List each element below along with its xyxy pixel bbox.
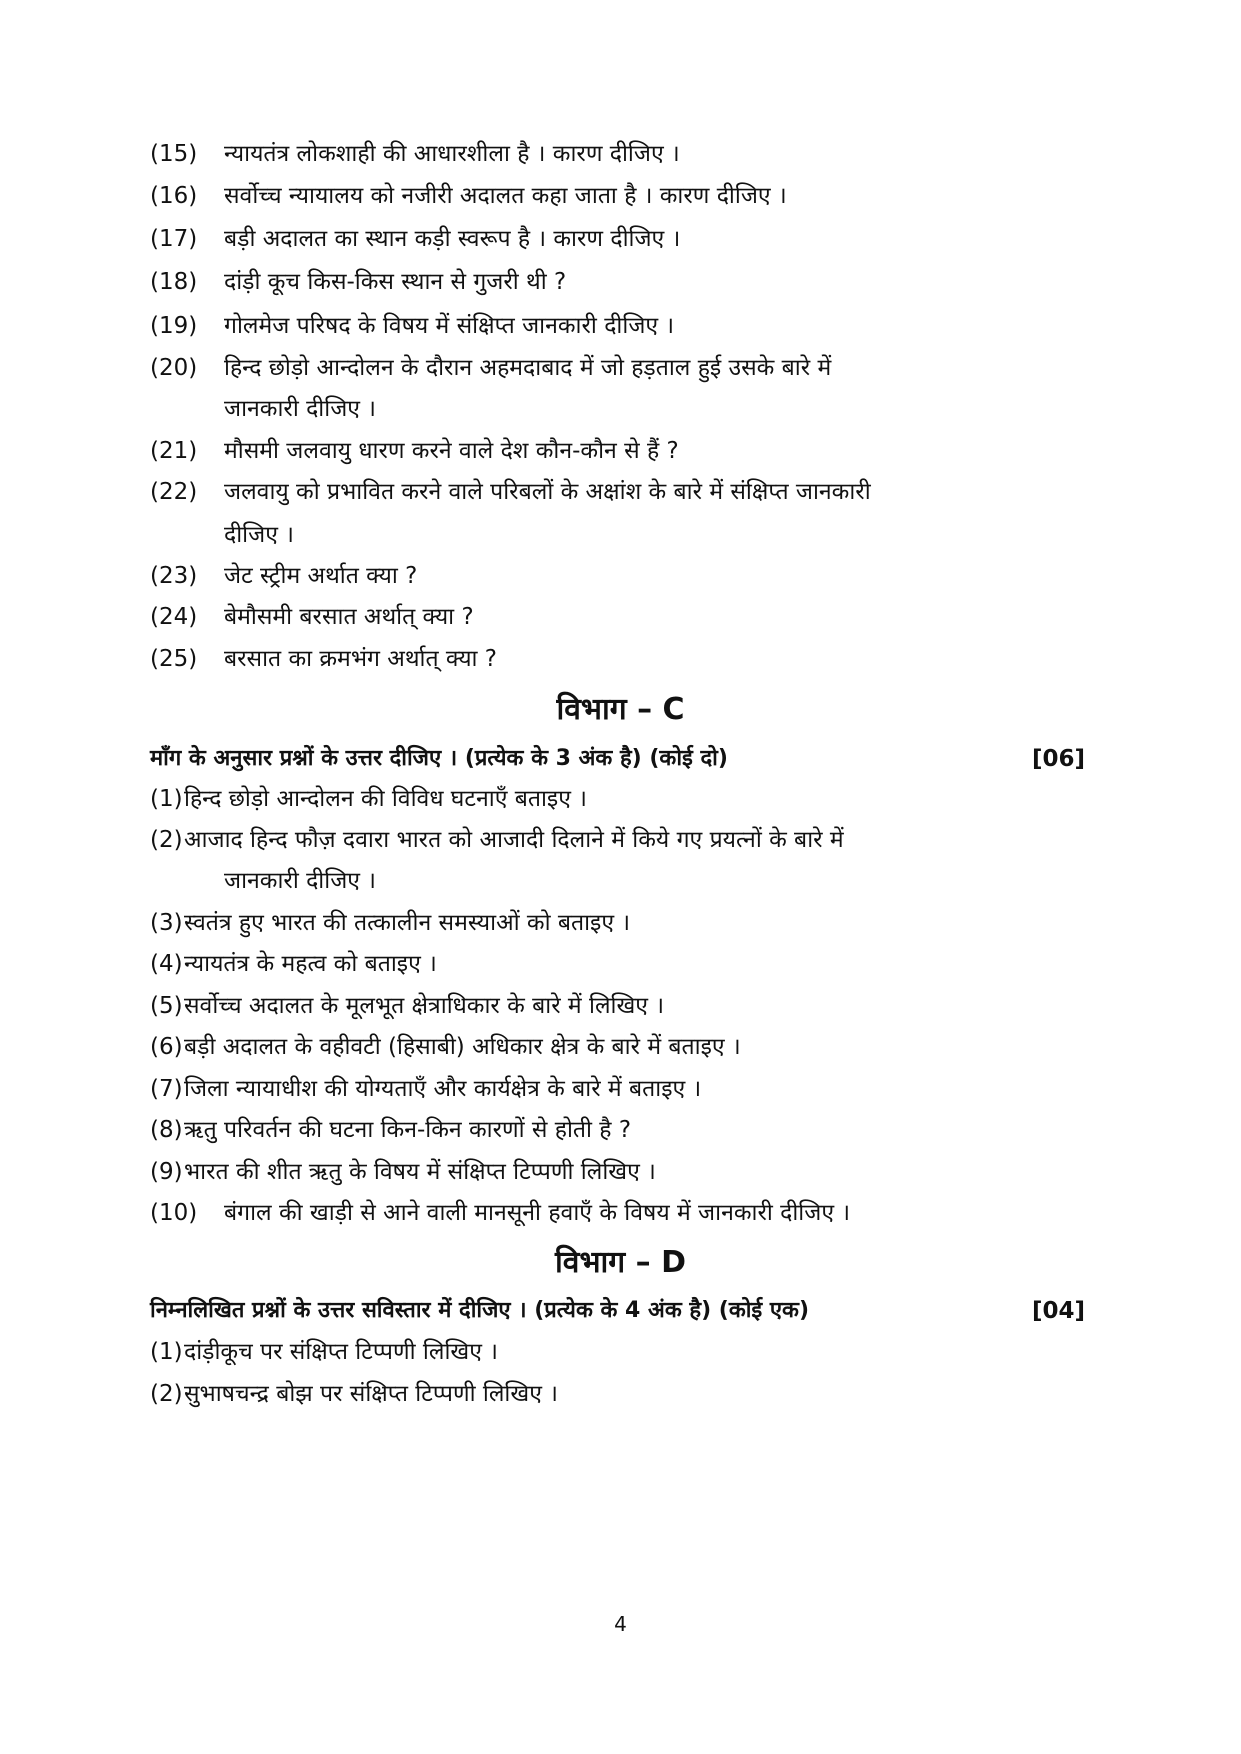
question-text: जिला न्यायाधीश की योग्यताएँ और कार्यक्षेत्र के बारे में बताइए ।: [184, 1076, 702, 1102]
question-text: बरसात का क्रमभंग अर्थात् क्या ?: [224, 646, 498, 672]
section-c-question-5: [150, 992, 664, 1020]
question-number: (8): [150, 1117, 183, 1143]
question-number: (6): [150, 1034, 183, 1060]
section-c-heading: विभाग – C: [556, 692, 685, 727]
question-number: (24): [150, 604, 198, 630]
section-c-question-7: [150, 1075, 701, 1103]
question-text: बंगाल की खाड़ी से आने वाली मानसूनी हवाएँ के विषय में जानकारी दीजिए ।: [224, 1200, 851, 1226]
section-d-instruction: निम्नलिखित प्रश्नों के उत्तर सविस्तार में दीजिए । (प्रत्येक के 4 अंक है) (कोई एक): [150, 1298, 810, 1323]
section-c-question-8: [150, 1116, 631, 1144]
question-number: (23): [150, 563, 198, 589]
question-22-continuation: दीजिए ।: [224, 522, 294, 548]
question-text: सर्वोच्च अदालत के मूलभूत क्षेत्राधिकार के बारे में लिखिए ।: [184, 993, 665, 1019]
question-number: (5): [150, 993, 183, 1019]
question-number: (16): [150, 183, 198, 209]
question-text: जलवायु को प्रभावित करने वाले परिबलों के अक्षांश के बारे में संक्षिप्त जानकारी: [224, 479, 871, 505]
question-text: सर्वोच्च न्यायालय को नजीरी अदालत कहा जाता है । कारण दीजिए ।: [224, 183, 787, 209]
question-number: (1): [150, 786, 183, 812]
question-text: दांड़ीकूच पर संक्षिप्त टिप्पणी लिखिए ।: [184, 1339, 498, 1365]
question-text: स्वतंत्र हुए भारत की तत्कालीन समस्याओं को बताइए ।: [184, 910, 631, 936]
question-number: (7): [150, 1076, 183, 1102]
section-d-question-2: [150, 1380, 558, 1408]
question-number: (4): [150, 951, 183, 977]
question-text: ऋतु परिवर्तन की घटना किन-किन कारणों से होती है ?: [184, 1117, 632, 1143]
question-number: (18): [150, 269, 198, 295]
page-number: 4: [614, 1612, 627, 1636]
question-number: (3): [150, 910, 183, 936]
question-text: बड़ी अदालत का स्थान कड़ी स्वरूप है । कारण दीजिए ।: [224, 226, 681, 252]
question-number: (2): [150, 827, 183, 853]
question-text: आजाद हिन्द फौज़ दवारा भारत को आजादी दिलाने में किये गए प्रयत्नों के बारे में: [184, 827, 844, 853]
question-text: हिन्द छोड़ो आन्दोलन के दौरान अहमदाबाद में जो हड़ताल हुई उसके बारे में: [224, 355, 832, 381]
section-c-marks: [06]: [1031, 746, 1085, 772]
question-text: बड़ी अदालत के वहीवटी (हिसाबी) अधिकार क्षेत्र के बारे में बताइए ।: [184, 1034, 741, 1060]
section-c-question-3: [150, 909, 630, 937]
section-c-question-2: [150, 826, 844, 854]
question-20-continuation: जानकारी दीजिए ।: [224, 396, 377, 422]
section-c-instruction: माँग के अनुसार प्रश्नों के उत्तर दीजिए । (प्रत्येक के 3 अंक है) (कोई दो): [150, 746, 728, 771]
section-d-question-1: [150, 1338, 498, 1366]
question-number: (15): [150, 141, 198, 167]
question-text: न्यायतंत्र के महत्व को बताइए ।: [184, 951, 437, 977]
section-d-marks: [04]: [1031, 1298, 1085, 1324]
section-c-question-2-continuation: जानकारी दीजिए ।: [224, 868, 377, 894]
question-text: न्यायतंत्र लोकशाही की आधारशीला है । कारण दीजिए ।: [224, 141, 680, 167]
section-c-question-9: [150, 1158, 656, 1186]
question-text: जेट स्ट्रीम अर्थात क्या ?: [224, 563, 418, 589]
section-c-question-4: [150, 950, 437, 978]
question-number: (1): [150, 1339, 183, 1365]
question-text: मौसमी जलवायु धारण करने वाले देश कौन-कौन से हैं ?: [224, 438, 679, 464]
question-number: (21): [150, 438, 198, 464]
question-text: भारत की शीत ऋतु के विषय में संक्षिप्त टिप्पणी लिखिए ।: [184, 1159, 656, 1185]
question-number: (22): [150, 479, 198, 505]
question-text: हिन्द छोड़ो आन्दोलन की विविध घटनाएँ बताइए ।: [184, 786, 587, 812]
question-number: (19): [150, 313, 198, 339]
section-d-heading: विभाग – D: [555, 1245, 686, 1280]
question-number: (2): [150, 1381, 183, 1407]
question-number: (9): [150, 1159, 183, 1185]
question-text: दांड़ी कूच किस-किस स्थान से गुजरी थी ?: [224, 269, 567, 295]
section-c-question-1: [150, 785, 587, 813]
section-c-question-6: [150, 1033, 741, 1061]
question-text: सुभाषचन्द्र बोझ पर संक्षिप्त टिप्पणी लिखिए ।: [184, 1381, 558, 1407]
question-text: गोलमेज परिषद के विषय में संक्षिप्त जानकारी दीजिए ।: [224, 313, 675, 339]
question-text: बेमौसमी बरसात अर्थात् क्या ?: [224, 604, 474, 630]
question-number: (25): [150, 646, 198, 672]
question-number: (10): [150, 1200, 198, 1226]
question-number: (17): [150, 226, 198, 252]
question-number: (20): [150, 355, 198, 381]
